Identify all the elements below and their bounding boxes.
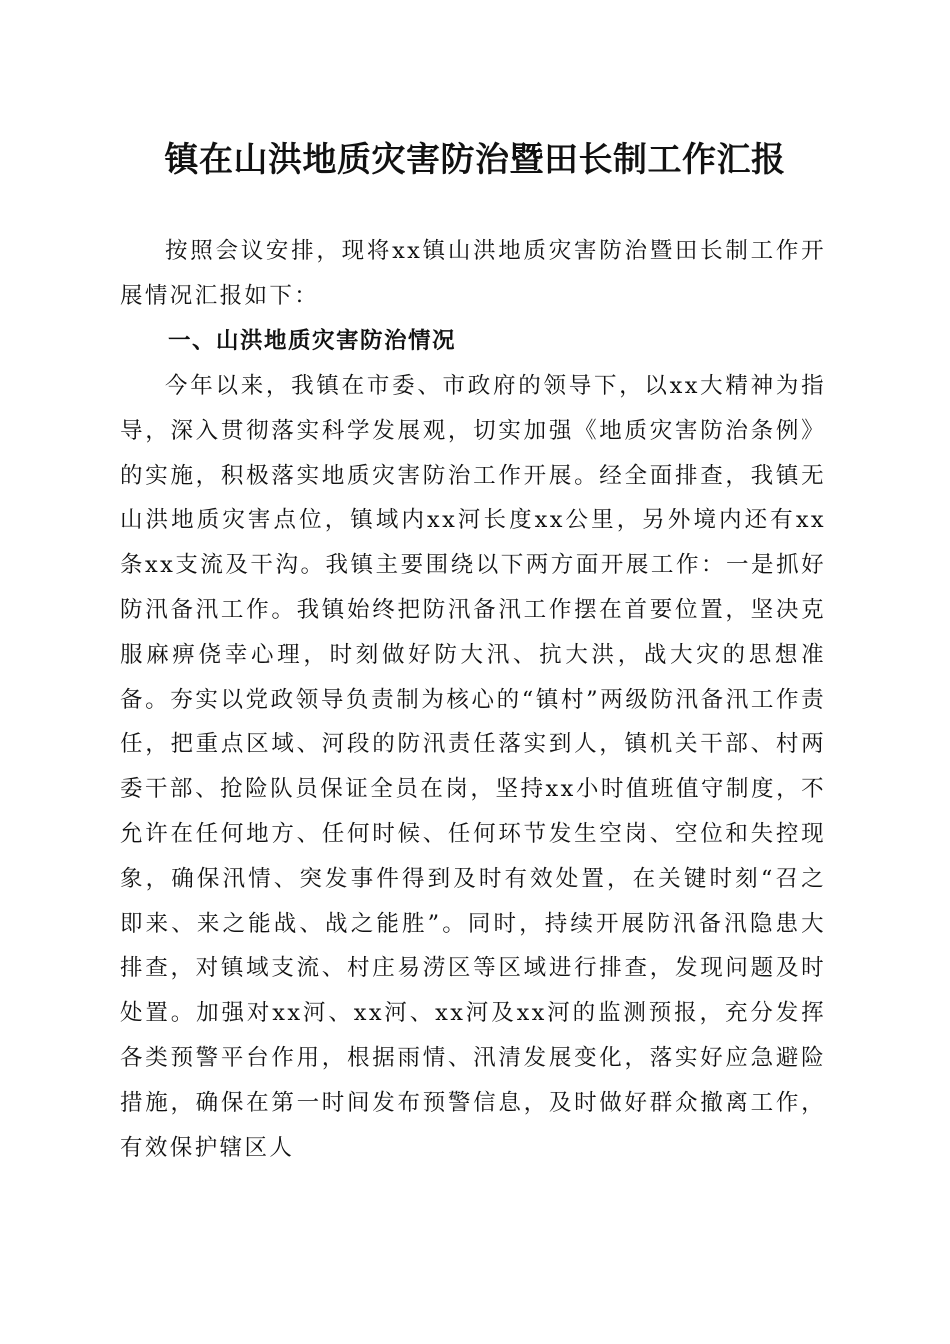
section-paragraph: 今年以来，我镇在市委、市政府的领导下，以xx大精神为指导，深入贯彻落实科学发展观，切实加强《地质灾害防治条例》的实施，积极落实地质灾害防治工作开展。经全面排查，我镇无山洪地质灾害点位，镇域内xx河长度xx公里，另外境内还有xx条xx支流及干沟。我镇主要围绕以下两方面开展工作：一是抓好防汛备汛工作。我镇始终把防汛备汛工作摆在首要位置，坚决克服麻痹侥幸心理，时刻做好防大汛、抗大洪，战大灾的思想准备。夯实以党政领导负责制为核心的“镇村”两级防汛备汛工作责任，把重点区域、河段的防汛责任落实到人，镇机关干部、村两委干部、抢险队员保证全员在岗，坚持xx小时值班值守制度，不允许在任何地方、任何时候、任何环节发生空岗、空位和失控现象，确保汛情、突发事件得到及时有效处置，在关键时刻“召之即来、来之能战、战之能胜”。同时，持续开展防汛备汛隐患大排查，对镇域支流、村庄易涝区等区域进行排查，发现问题及时处置。加强对xx河、xx河、xx河及xx河的监测预报，充分发挥各类预警平台作用，根据雨情、汛清发展变化，落实好应急避险措施，确保在第一时间发布预警信息，及时做好群众撤离工作，有效保护辖区人: [120, 373, 826, 1161]
section-heading: 一、山洪地质灾害防治情况: [168, 328, 457, 354]
intro-paragraph: 按照会议安排，现将xx镇山洪地质灾害防治暨田长制工作开展情况汇报如下：: [120, 238, 826, 309]
document-title: 镇在山洪地质灾害防治暨田长制工作汇报: [164, 140, 786, 180]
